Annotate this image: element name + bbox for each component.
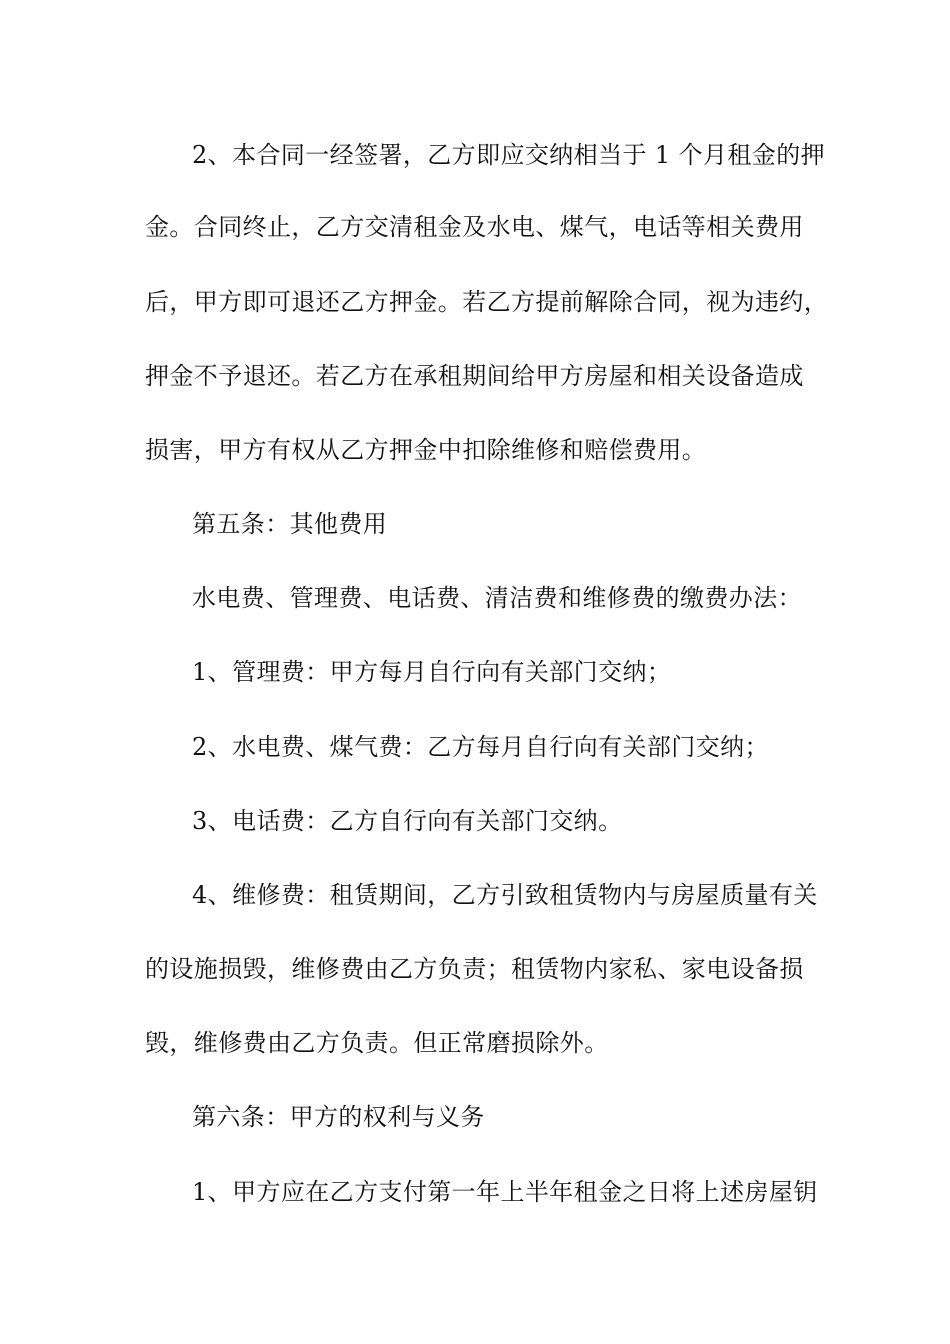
- text-line: 毁，维修费由乙方负责。但正常磨损除外。: [145, 1029, 609, 1057]
- section-heading: 第五条：其他费用: [192, 510, 388, 538]
- text-line: 押金不予退还。若乙方在承租期间给甲方房屋和相关设备造成: [145, 362, 804, 390]
- text-line: 水电费、管理费、电话费、清洁费和维修费的缴费办法：: [192, 584, 802, 612]
- text-line: 后，甲方即可退还乙方押金。若乙方提前解除合同，视为违约，: [145, 288, 829, 316]
- text-line: 的设施损毁，维修费由乙方负责；租赁物内家私、家电设备损: [145, 955, 804, 983]
- text-line: 损害，甲方有权从乙方押金中扣除维修和赔偿费用。: [145, 436, 707, 464]
- text-line: 2、本合同一经签署，乙方即应交纳相当于 1 个月租金的押: [192, 141, 825, 169]
- list-item: 1、管理费：甲方每月自行向有关部门交纳；: [192, 658, 672, 686]
- text-line: 金。合同终止，乙方交清租金及水电、煤气，电话等相关费用: [145, 213, 804, 241]
- list-item: 4、维修费：租赁期间，乙方引致租赁物内与房屋质量有关: [192, 881, 818, 909]
- section-heading: 第六条：甲方的权利与义务: [192, 1103, 485, 1131]
- list-item: 1、甲方应在乙方支付第一年上半年租金之日将上述房屋钥: [192, 1178, 818, 1206]
- list-item: 3、电话费：乙方自行向有关部门交纳。: [192, 807, 623, 835]
- list-item: 2、水电费、煤气费：乙方每月自行向有关部门交纳；: [192, 733, 769, 761]
